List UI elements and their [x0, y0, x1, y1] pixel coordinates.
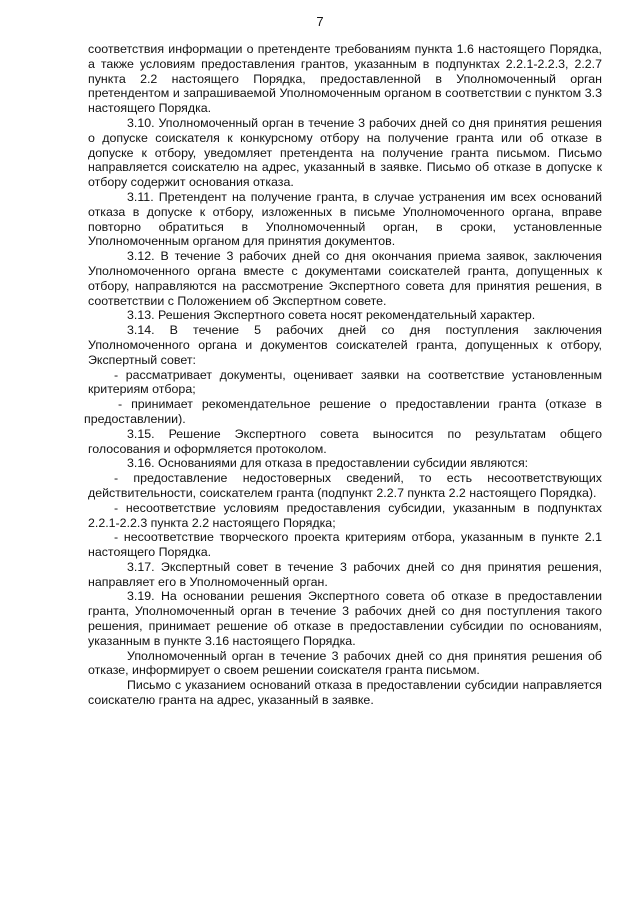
paragraph-3-17: 3.17. Экспертный совет в течение 3 рабочих дней со дня принятия решения, направляет его в Уполномоченный орган.: [88, 559, 602, 589]
list-item: - принимает рекомендательное решение о предоставлении гранта (отказе в предоставлении).: [84, 397, 602, 426]
paragraph-3-11: 3.11. Претендент на получение гранта, в случае устранения им всех оснований отказа в допуске к отбору, изложенных в письме Уполномоченного органа, вправе повторно обратиться в Уполномоченный орган, в сроки, установленные Уполномоченным органом для принятия документов.: [88, 189, 602, 249]
list-item: - предоставление недостоверных сведений, то есть несоответствующих действительности, соискателем гранта (подпункт 2.2.7 пункта 2.2 настоящего Порядка).: [88, 471, 602, 500]
paragraph-3-14: 3.14. В течение 5 рабочих дней со дня поступления заключения Уполномоченного органа и документов соискателей гранта, допущенных к отбору, Экспертный совет:: [88, 323, 602, 367]
paragraph-3-12: 3.12. В течение 3 рабочих дней со дня окончания приема заявок, заключения Уполномоченного органа вместе с документами соискателей гранта, допущенных к отбору, направляются на рассмотрение Экспертного совета для принятия решения, в соответствии с Положением об Экспертном совете.: [88, 249, 602, 308]
paragraph: Уполномоченный орган в течение 3 рабочих дней со дня принятия решения об отказе, информирует о своем решении соискателя гранта письмом.: [88, 648, 602, 678]
paragraph-continuation: соответствия информации о претенденте требованиям пункта 1.6 настоящего Порядка, а также условиям предоставления грантов, указанным в подпунктах 2.2.1-2.2.3, 2.2.7 пункта 2.2 настоящего Порядка, предоставленной в Уполномоченный орган претендентом и запрашиваемой Уполномоченным органом в соответствии с пунктом 3.3 настоящего Порядка.: [88, 42, 602, 116]
list-item: - несоответствие условиям предоставления субсидии, указанным в подпунктах 2.2.1-2.2.3 пункта 2.2 настоящего Порядка;: [88, 500, 602, 530]
page-number: 7: [316, 14, 324, 29]
document-body: [84, 42, 602, 708]
paragraph-3-13: 3.13. Решения Экспертного совета носят рекомендательный характер.: [127, 308, 536, 323]
paragraph-3-10: 3.10. Уполномоченный орган в течение 3 рабочих дней со дня принятия решения о допуске соискателя к конкурсному отбору на получение гранта или об отказе в допуске к отбору, уведомляет претендента на получение гранта письмом. Письмо направляется соискателю на адрес, указанный в заявке. Письмо об отказе в допуске к отбору содержит основания отказа.: [88, 115, 602, 190]
paragraph-3-16: 3.16. Основаниями для отказа в предоставлении субсидии являются:: [127, 456, 529, 471]
paragraph: Письмо с указанием оснований отказа в предоставлении субсидии направляется соискателю гранта на адрес, указанный в заявке.: [88, 678, 602, 708]
list-item: - рассматривает документы, оценивает заявки на соответствие установленным критериям отбора;: [88, 367, 602, 397]
list-item: - несоответствие творческого проекта критериям отбора, указанным в пункте 2.1 настоящего Порядка.: [88, 530, 602, 560]
paragraph-3-19: 3.19. На основании решения Экспертного совета об отказе в предоставлении гранта, Уполномоченный орган в течение 3 рабочих дней со дня поступления такого решения, принимает решение об отказе в предоставлении субсидии по основаниям, указанным в пункте 3.16 настоящего Порядка.: [88, 589, 602, 648]
paragraph-3-15: 3.15. Решение Экспертного совета выносится по результатам общего голосования и оформляется протоколом.: [88, 426, 602, 456]
